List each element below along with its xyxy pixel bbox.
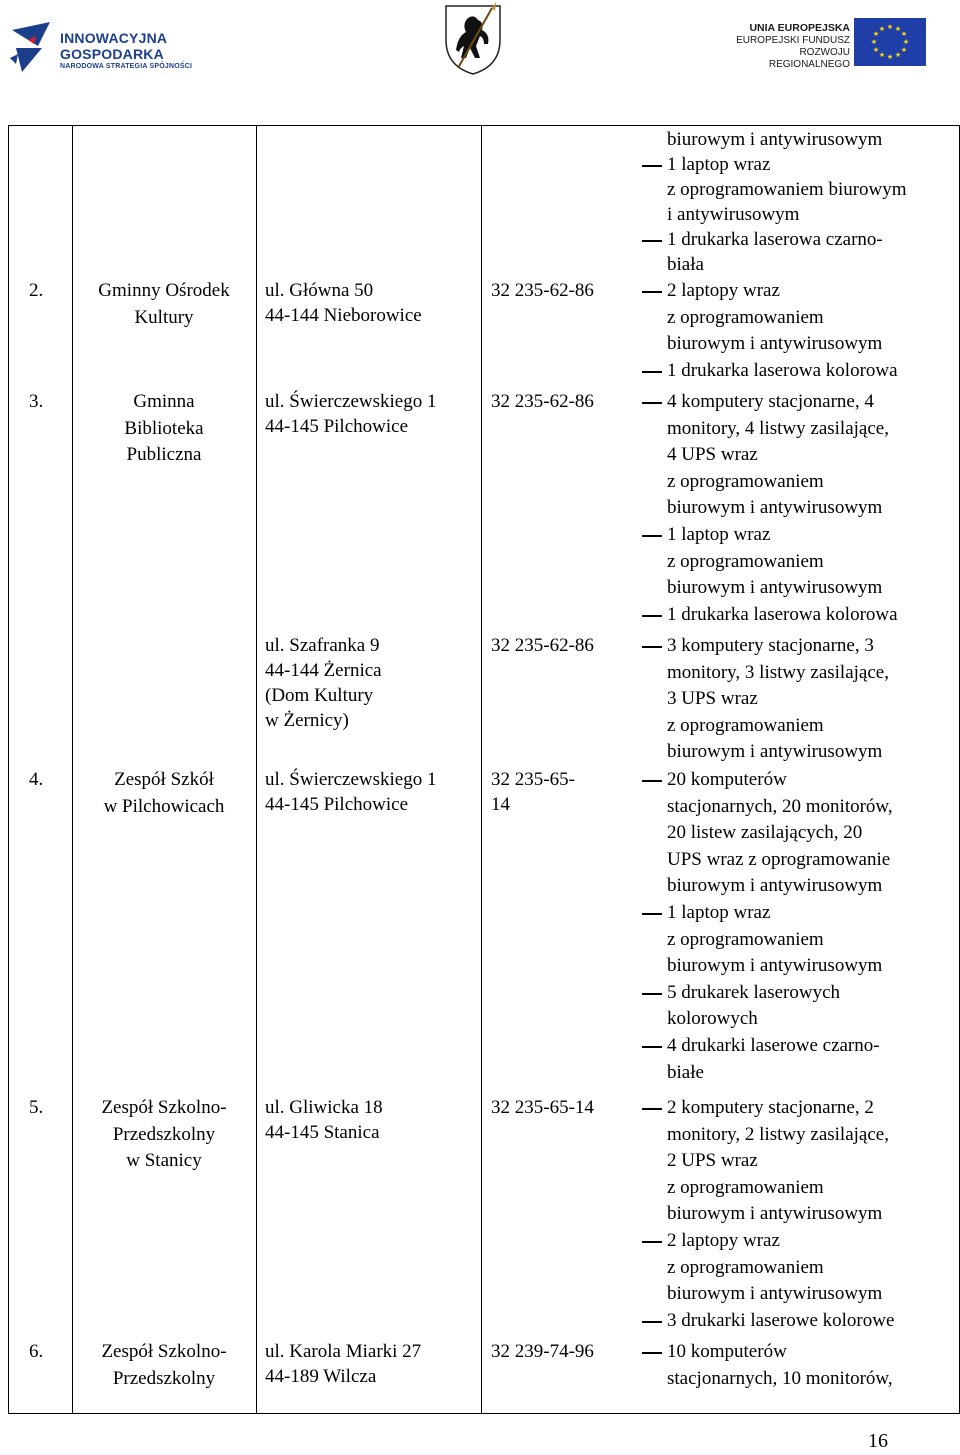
svg-text:★: ★ [878,51,886,59]
equipment-line: biurowym i antywirusowym [667,497,883,519]
equipment-line: 1 laptop wraz [667,154,771,175]
equipment-line: kolorowych [667,1008,758,1030]
equipment-line: 1 drukarka laserowa kolorowa [667,359,898,381]
list-dash-icon [642,371,662,373]
equipment-line: 4 UPS wraz [667,444,758,466]
list-dash-icon [642,1352,662,1354]
equipment-line: stacjonarnych, 10 monitorów, [667,1367,893,1389]
equipment-line: z oprogramowaniem [667,714,824,736]
address-line: (Dom Kultury [265,685,374,706]
equipment-line: 2 laptopy wraz [667,280,780,301]
list-dash-icon [642,615,662,617]
equipment-line: monitory, 3 listwy zasilające, [667,661,889,683]
equipment-line: monitory, 4 listwy zasilające, [667,417,889,439]
list-dash-icon [642,291,662,293]
svg-text:★: ★ [900,30,908,38]
address-line: ul. Świerczewskiego 1 [265,769,437,790]
list-dash-icon [642,1046,662,1048]
equipment-line: z oprogramowaniem [667,928,824,950]
institution-name: Gminny Ośrodek [98,280,230,301]
address-line: 44-145 Pilchowice [265,794,409,815]
svg-text:★: ★ [878,25,886,33]
list-dash-icon [642,535,662,537]
ig-line3: NARODOWA STRATEGIA SPÓJNOŚCI [60,63,193,70]
col-divider [256,126,257,1413]
phone-number: 32 239-74-96 [491,1341,594,1362]
address-line: 44-144 Nieborowice [265,305,422,326]
list-dash-icon [642,165,662,167]
equipment-line: biurowym i antywirusowym [667,129,883,150]
phone-number: 14 [491,794,510,815]
address-line: w Żernicy) [265,710,349,731]
institution-name: w Stanicy [126,1150,202,1171]
institution-name: Zespół Szkolno- [101,1341,227,1362]
phone-number: 32 235-62-86 [491,391,594,412]
institution-name: Gminna [133,391,195,412]
address-line: ul. Gliwicka 18 [265,1097,383,1118]
equipment-line: 1 drukarka laserowa kolorowa [667,603,898,625]
svg-text:★: ★ [872,46,880,54]
equipment-line: biurowym i antywirusowym [667,333,883,355]
equipment-line: biurowym i antywirusowym [667,875,883,897]
svg-text:★: ★ [886,53,894,61]
equipment-line: biurowym i antywirusowym [667,741,883,763]
equipment-line: 2 UPS wraz [667,1150,758,1172]
equipment-line: 3 komputery stacjonarne, 3 [667,635,874,656]
institution-name: w Pilchowicach [103,795,225,817]
equipment-line: 1 drukarka laserowa czarno- [667,229,883,250]
ig-line2: GOSPODARKA [60,46,164,62]
list-dash-icon [642,240,662,242]
eu-logo [730,18,930,74]
phone-number: 32 235-62-86 [491,280,594,301]
svg-text:★: ★ [872,30,880,38]
row-number: 2. [29,280,44,301]
svg-text:★: ★ [900,46,908,54]
row-number: 6. [29,1341,44,1362]
list-dash-icon [642,993,662,995]
equipment-table [8,125,960,1414]
institution-name: Publiczna [126,444,202,465]
institution-name: Zespół Szkolno- [101,1097,227,1118]
equipment-line: 3 drukarki laserowe kolorowe [667,1309,895,1331]
institution-name: Przedszkolny [112,1367,216,1389]
equipment-line: biurowym i antywirusowym [667,577,883,599]
equipment-line: monitory, 2 listwy zasilające, [667,1123,889,1145]
svg-text:★: ★ [894,51,902,59]
page-number: 16 [868,1430,888,1452]
phone-number: 32 235-62-86 [491,635,594,656]
svg-text:★: ★ [894,25,902,33]
equipment-line: 10 komputerów [667,1341,787,1362]
equipment-line: 20 komputerów [667,769,787,790]
eu-flag-icon [854,18,926,66]
horse-crest-icon [440,0,506,76]
equipment-line: 4 komputery stacjonarne, 4 [667,391,874,412]
svg-text:★: ★ [902,38,910,46]
equipment-line: stacjonarnych, 20 monitorów, [667,795,893,817]
ig-line1: INNOWACYJNA [60,30,168,46]
innowacyjna-gospodarka-logo [8,14,198,76]
phone-number: 32 235-65- [491,769,575,790]
equipment-line: biurowym i antywirusowym [667,955,883,977]
row-number: 5. [29,1097,44,1118]
equipment-line: 1 laptop wraz [667,524,771,545]
institution-name: Kultury [134,306,194,328]
equipment-line: biurowym i antywirusowym [667,1203,883,1225]
eu-line3: ROZWOJU REGIONALNEGO [768,47,850,70]
address-line: ul. Świerczewskiego 1 [265,391,437,412]
list-dash-icon [642,646,662,648]
equipment-line: 4 drukarki laserowe czarno- [667,1035,880,1056]
equipment-line: 2 laptopy wraz [667,1230,780,1251]
row-number: 3. [29,391,44,412]
equipment-line: i antywirusowym [667,204,800,225]
row-number: 4. [29,769,44,790]
institution-name: Biblioteka [124,417,204,439]
institution-name: Przedszkolny [112,1123,216,1145]
col-divider [481,126,482,1413]
list-dash-icon [642,780,662,782]
list-dash-icon [642,913,662,915]
svg-text:★: ★ [870,38,878,46]
equipment-line: biurowym i antywirusowym [667,1283,883,1305]
equipment-line: UPS wraz z oprogramowanie [667,848,891,870]
address-line: 44-145 Pilchowice [265,416,409,437]
equipment-line: 3 UPS wraz [667,688,758,710]
address-line: ul. Główna 50 [265,280,374,301]
address-line: ul. Karola Miarki 27 [265,1341,422,1362]
page-header [0,0,960,90]
eu-line1: UNIA EUROPEJSKA [749,22,850,34]
list-dash-icon [642,1108,662,1110]
address-line: ul. Szafranka 9 [265,635,380,656]
equipment-line: 1 laptop wraz [667,902,771,923]
institution-name: Zespół Szkół [114,769,214,790]
equipment-line: z oprogramowaniem [667,470,824,492]
svg-text:★: ★ [886,23,894,31]
equipment-line: białe [667,1061,704,1083]
list-dash-icon [642,1241,662,1243]
list-dash-icon [642,1321,662,1323]
address-line: 44-144 Żernica [265,660,382,681]
equipment-line: z oprogramowaniem [667,306,824,328]
equipment-line: 5 drukarek laserowych [667,981,841,1003]
list-dash-icon [642,402,662,404]
equipment-line: z oprogramowaniem [667,1176,824,1198]
equipment-line: 20 listew zasilających, 20 [667,822,863,844]
phone-number: 32 235-65-14 [491,1097,594,1118]
ig-star-icon [8,18,54,74]
equipment-line: 2 komputery stacjonarne, 2 [667,1097,874,1118]
equipment-line: biała [667,254,704,275]
address-line: 44-189 Wilcza [265,1366,377,1387]
equipment-line: z oprogramowaniem [667,1256,824,1278]
eu-line2: EUROPEJSKI FUNDUSZ [736,35,850,46]
address-line: 44-145 Stanica [265,1122,380,1143]
equipment-line: z oprogramowaniem biurowym [667,179,907,200]
equipment-line: z oprogramowaniem [667,550,824,572]
